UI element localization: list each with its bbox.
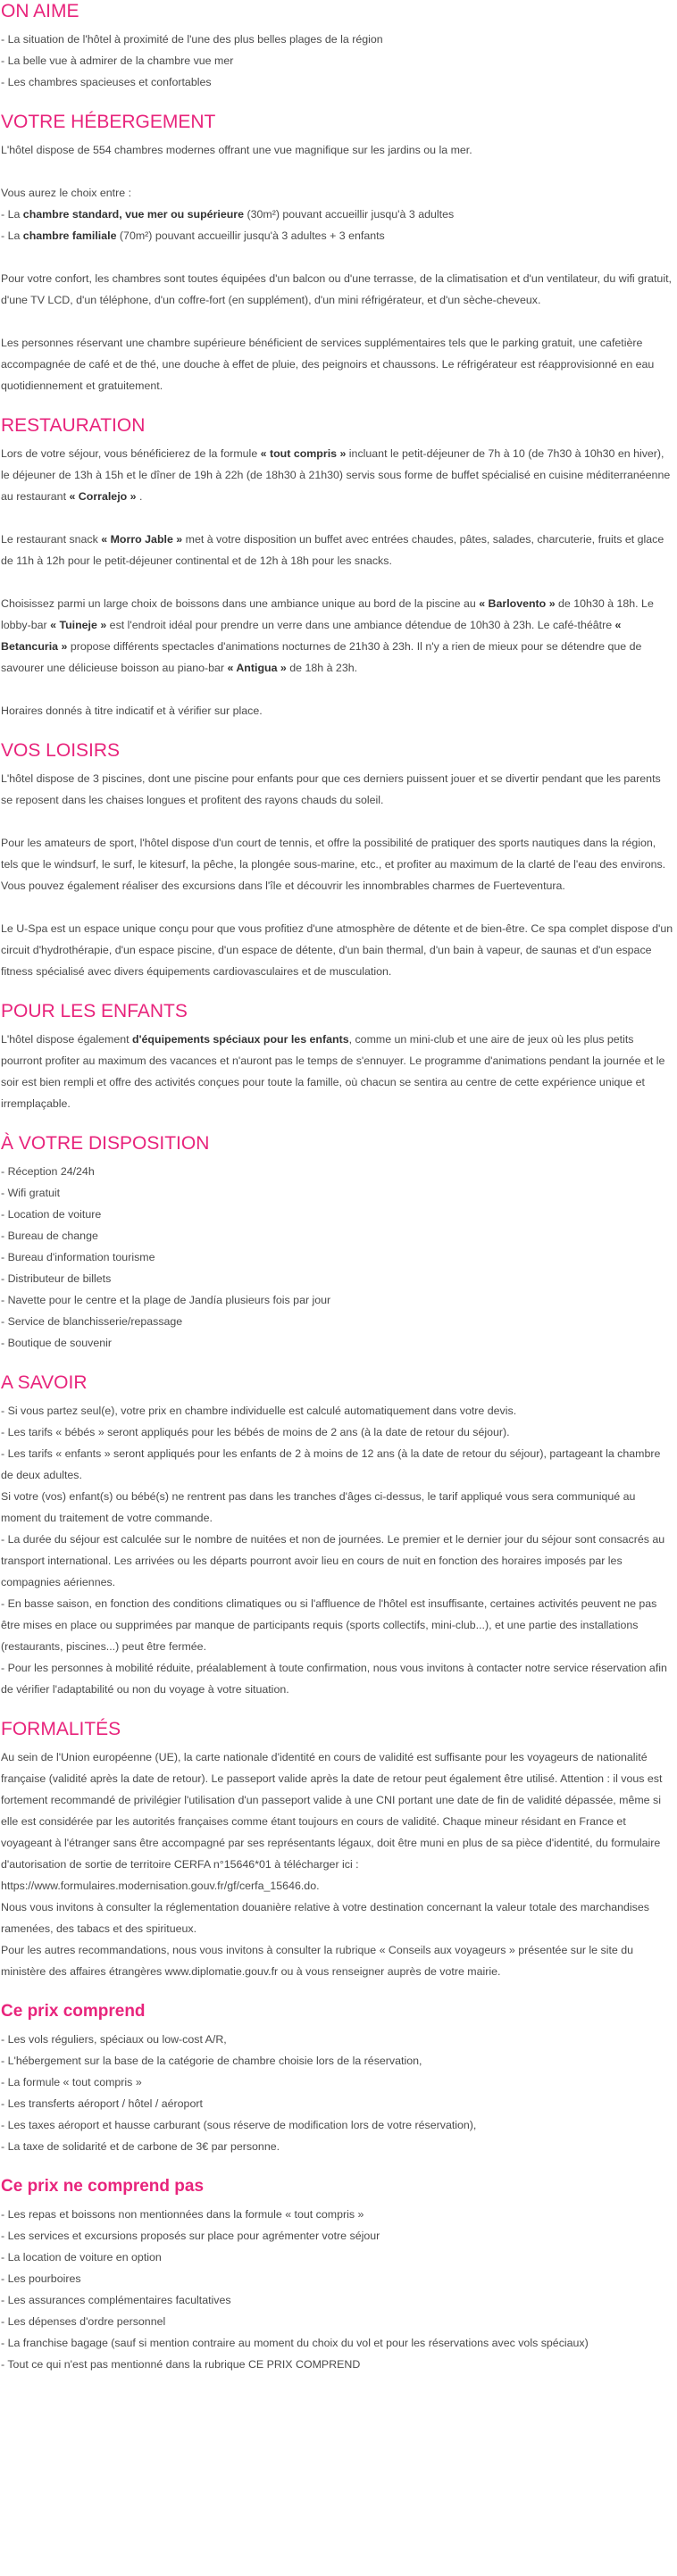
paragraph: - Pour les personnes à mobilité réduite, préalablement à toute confirmation, nous vous invitons à contacter notre service réservation afin de vérifier l'adaptabilité ou non du voyage à votre situation.: [1, 1662, 667, 1696]
on-aime-list: [1, 29, 673, 93]
list-item: - Distributeur de billets: [1, 1268, 673, 1289]
section-title-on-aime: ON AIME: [1, 1, 79, 21]
text: - La: [1, 208, 23, 221]
list-item: - Les transferts aéroport / hôtel / aéroport: [1, 2093, 673, 2114]
section-a-savoir: [1, 1371, 673, 1700]
highlight: « Antigua »: [227, 662, 287, 674]
paragraph: Horaires donnés à titre indicatif et à vérifier sur place.: [1, 704, 263, 717]
text: Lors de votre séjour, vous bénéficierez de la formule: [1, 447, 261, 460]
paragraph: Au sein de l'Union européenne (UE), la carte nationale d'identité en cours de validité est suffisante pour les voyageurs de nationalité française (validité après la date de retour). Le passeport valide après la date de retour peut également être utilisé. Attention : il vous est fortement recommandé de privilégier l'utilisation d'un passeport valide à une CNI portant une date de fin de validité dépassée, même si elle est considérée par les autorités françaises comme étant toujours en cours de validité. Chaque mineur résidant en France et voyageant à l'étranger sans être accompagné par ses représentants légaux, doit être muni en plus de sa pièce d'identité, du formulaire d'autorisation de sortie de territoire CERFA n°15646*01 à télécharger ici : https://www.formulaires.modernisation.gouv.fr/gf/cerfa_15646.do.: [1, 1751, 663, 1892]
list-item: - Les pourboires: [1, 2268, 673, 2289]
text: (70m²) pouvant accueillir jusqu'à 3 adultes + 3 enfants: [116, 229, 385, 242]
list-item: - Réception 24/24h: [1, 1161, 673, 1182]
excluded-list: [1, 2204, 673, 2375]
list-item: - Wifi gratuit: [1, 1182, 673, 1204]
paragraph: Les personnes réservant une chambre supérieure bénéficient de services supplémentaires tels que le parking gratuit, une cafetière accompagnée de café et de thé, une douche à effet de pluie, des peignoirs et chaussons. Le réfrigérateur est réapprovisionné en eau quotidiennement et gratuitement.: [1, 337, 655, 392]
paragraph: Si votre (vos) enfant(s) ou bébé(s) ne rentrent pas dans les tranches d'âges ci-dessus, le tarif appliqué vous sera communiqué au moment du traitement de votre commande.: [1, 1490, 636, 1524]
paragraph: - La durée du séjour est calculée sur le nombre de nuitées et non de journées. Le premier et le dernier jour du séjour sont consacrés au transport international. Les arrivées ou les départs pourront avoir lieu en cours de nuit en fonction des horaires imposés par les compagnies aériennes.: [1, 1533, 665, 1588]
room-name: chambre standard, vue mer ou supérieure: [22, 208, 245, 221]
list-item: - Tout ce qui n'est pas mentionné dans la rubrique CE PRIX COMPREND: [1, 2354, 673, 2375]
list-item: - Les repas et boissons non mentionnées dans la formule « tout compris »: [1, 2204, 673, 2225]
list-item: - Les dépenses d'ordre personnel: [1, 2311, 673, 2332]
list-item: - La situation de l'hôtel à proximité de l'une des plus belles plages de la région: [1, 29, 673, 50]
paragraph: [1, 593, 673, 679]
text: (30m²) pouvant accueillir jusqu'à 3 adultes: [244, 208, 455, 221]
paragraph: [1, 1029, 673, 1114]
text: de 10h30 à 18h. Le lobby-bar: [1, 597, 654, 631]
section-title-loisirs: VOS LOISIRS: [1, 740, 121, 761]
text: de 18h à 23h.: [286, 662, 358, 674]
section-title-disposition: À VOTRE DISPOSITION: [1, 1133, 210, 1154]
list-item: - Les services et excursions proposés sur place pour agrémenter votre séjour: [1, 2225, 673, 2247]
section-hebergement: [1, 111, 673, 396]
text: Choisissez parmi un large choix de boissons dans une ambiance unique au bord de la piscine au: [1, 597, 480, 610]
highlight: « Tuineje »: [50, 619, 107, 631]
list-item: - Bureau d'information tourisme: [1, 1246, 673, 1268]
section-title-enfants: POUR LES ENFANTS: [1, 1001, 188, 1021]
text: propose différents spectacles d'animations nocturnes de 21h30 à 23h. Il n'y a rien de mieux pour se détendre que de savourer une délicieuse boisson au piano-bar: [1, 640, 642, 674]
included-list: [1, 2029, 673, 2157]
list-item: - Service de blanchisserie/repassage: [1, 1311, 673, 1332]
list-item: - Les taxes aéroport et hausse carburant (sous réserve de modification lors de votre réservation),: [1, 2114, 673, 2136]
list-item: - Les assurances complémentaires facultatives: [1, 2289, 673, 2311]
section-on-aime: [1, 0, 673, 93]
section-prix-ne-comprend-pas: [1, 2175, 673, 2375]
list-item: - La formule « tout compris »: [1, 2072, 673, 2093]
paragraph: Pour les autres recommandations, nous vous invitons à consulter la rubrique « Conseils aux voyageurs » présentée sur le site du ministère des affaires étrangères www.diplomatie.gouv.fr ou à vous renseigner auprès de votre mairie.: [1, 1944, 634, 1978]
list-item: - La franchise bagage (sauf si mention contraire au moment du choix du vol et pour les réservations avec vols spéciaux): [1, 2332, 673, 2354]
list-item: - Bureau de change: [1, 1225, 673, 1246]
list-item: - Les chambres spacieuses et confortables: [1, 71, 673, 93]
paragraph: L'hôtel dispose de 3 piscines, dont une piscine pour enfants pour que ces derniers puissent jouer et se divertir pendant que les parents se reposent dans les chaises longues et profitent des rayons chauds du soleil.: [1, 772, 661, 806]
list-item: - L'hébergement sur la base de la catégorie de chambre choisie lors de la réservation,: [1, 2050, 673, 2072]
paragraph: - Les tarifs « enfants » seront appliqués pour les enfants de 2 à moins de 12 ans (à la date de retour du séjour), partageant la chambre de deux adultes.: [1, 1447, 661, 1481]
section-title-prix-ne-comprend-pas: Ce prix ne comprend pas: [1, 2177, 205, 2196]
text: , comme un mini-club et une aire de jeux où les plus petits pourront profiter au maximum des vacances et n'auront pas le temps de s'ennuyer. Le programme d'animations pendant la journée et le soir est bien rempli et offre des activités conçues pour toute la famille, où chacun se sentira au centre de cette expérience unique et irremplaçable.: [1, 1033, 665, 1110]
section-title-prix-comprend: Ce prix comprend: [1, 2002, 146, 2021]
text: met à votre disposition un buffet avec entrées chaudes, pâtes, salades, charcuterie, fruits et glace de 11h à 12h pour le petit-déjeuner continental et de 12h à 18h pour les snacks.: [1, 533, 664, 567]
list-item: - La taxe de solidarité et de carbone de 3€ par personne.: [1, 2136, 673, 2157]
list-item: - La location de voiture en option: [1, 2247, 673, 2268]
paragraph: Pour les amateurs de sport, l'hôtel dispose d'un court de tennis, et offre la possibilité de pratiquer des sports nautiques dans la région, tels que le windsurf, le surf, le kitesurf, la pêche, la plongée sous-marine, etc., et profiter au maximum de la clarté de l'eau des environs. Vous pouvez également réaliser des excursions dans l'île et découvrir les innombrables charmes de Fuerteventura.: [1, 837, 666, 892]
text: - La: [1, 229, 23, 242]
list-item: - Location de voiture: [1, 1204, 673, 1225]
room-option: [1, 204, 673, 225]
paragraph: Pour votre confort, les chambres sont toutes équipées d'un balcon ou d'une terrasse, de la climatisation et d'un ventilateur, du wifi gratuit, d'une TV LCD, d'un téléphone, d'un coffre-fort (en supplément), d'un mini réfrigérateur, et d'un sèche-cheveux.: [1, 272, 672, 306]
highlight: « Morro Jable »: [101, 533, 183, 546]
paragraph: Le U-Spa est un espace unique conçu pour que vous profitiez d'une atmosphère de détente et de bien-être. Ce spa complet dispose d'un circuit d'hydrothérapie, d'un espace piscine, d'un espace de détente, d'un bain thermal, d'un bain à vapeur, de saunas et d'un espace fitness spécialisé avec divers équipements cardiovasculaires et de musculation.: [1, 922, 673, 978]
paragraph: - En basse saison, en fonction des conditions climatiques ou si l'affluence de l'hôtel est insuffisante, certaines activités peuvent ne pas être mises en place ou supprimées par manque de participants requis (sports collectifs, mini-club...), et une partie des installations (restaurants, piscines...) peut être fermée.: [1, 1597, 657, 1653]
text: L'hôtel dispose également: [1, 1033, 133, 1046]
section-loisirs: [1, 739, 673, 982]
paragraph: Vous aurez le choix entre :: [1, 187, 132, 199]
section-title-a-savoir: A SAVOIR: [1, 1372, 88, 1393]
section-title-hebergement: VOTRE HÉBERGEMENT: [1, 112, 216, 132]
section-prix-comprend: [1, 2000, 673, 2157]
highlight: « Barlovento »: [479, 597, 556, 610]
list-item: - Les vols réguliers, spéciaux ou low-cost A/R,: [1, 2029, 673, 2050]
services-list: [1, 1161, 673, 1354]
room-option: [1, 225, 673, 246]
section-formalites: [1, 1718, 673, 1982]
paragraph: [1, 443, 673, 507]
section-title-formalites: FORMALITÉS: [1, 1719, 121, 1739]
section-restauration: [1, 414, 673, 721]
highlight: « Betancuria »: [1, 619, 622, 653]
highlight: « tout compris »: [260, 447, 347, 460]
list-item: - La belle vue à admirer de la chambre vue mer: [1, 50, 673, 71]
section-title-restauration: RESTAURATION: [1, 415, 146, 436]
paragraph: Nous vous invitons à consulter la réglementation douanière relative à votre destination concernant la valeur totale des marchandises ramenées, des tabacs et des spiritueux.: [1, 1901, 649, 1935]
paragraph: - Les tarifs « bébés » seront appliqués pour les bébés de moins de 2 ans (à la date de retour du séjour).: [1, 1426, 510, 1438]
text: est l'endroit idéal pour prendre un verre dans une ambiance détendue de 10h30 à 23h. Le café-théâtre: [106, 619, 615, 631]
text: Le restaurant snack: [1, 533, 102, 546]
paragraph: - Si vous partez seul(e), votre prix en chambre individuelle est calculé automatiquement dans votre devis.: [1, 1405, 517, 1417]
section-disposition: [1, 1132, 673, 1354]
text: .: [136, 490, 143, 503]
list-item: - Boutique de souvenir: [1, 1332, 673, 1354]
highlight: « Corralejo »: [69, 490, 137, 503]
text: incluant le petit-déjeuner de 7h à 10 (de 7h30 à 10h30 en hiver), le déjeuner de 13h à 15h et le dîner de 19h à 22h (de 18h30 à 21h30) servis sous forme de buffet spécialisé en cuisine méditerranéenne au restaurant: [1, 447, 671, 503]
paragraph: L'hôtel dispose de 554 chambres modernes offrant une vue magnifique sur les jardins ou la mer.: [1, 144, 472, 156]
room-name: chambre familiale: [22, 229, 117, 242]
paragraph: [1, 529, 673, 571]
section-enfants: [1, 1000, 673, 1114]
list-item: - Navette pour le centre et la plage de Jandía plusieurs fois par jour: [1, 1289, 673, 1311]
highlight: d'équipements spéciaux pour les enfants: [132, 1033, 349, 1046]
